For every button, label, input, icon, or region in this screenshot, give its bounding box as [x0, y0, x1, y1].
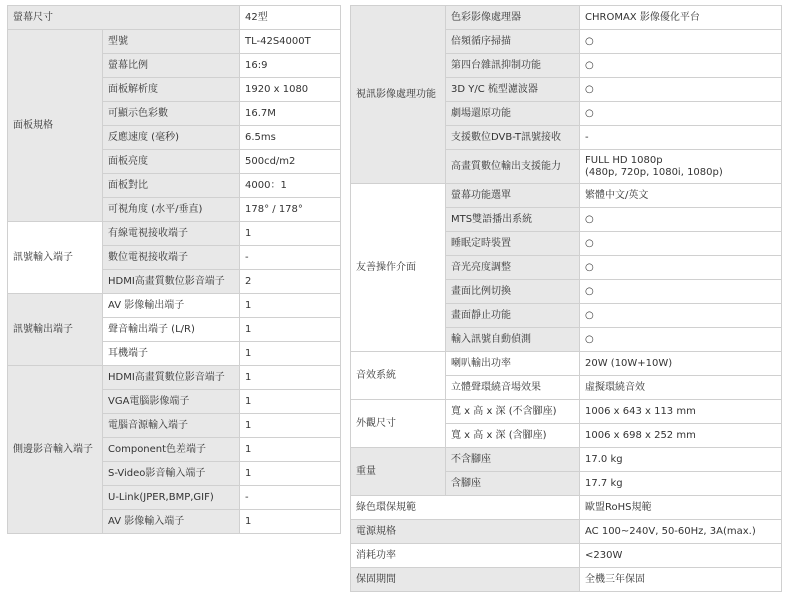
row-value: AC 100~240V, 50-60Hz, 3A(max.) [580, 520, 782, 544]
group-label: 訊號輸出端子 [8, 294, 103, 366]
group-label: 重量 [351, 448, 446, 496]
row-value: CHROMAX 影像優化平台 [580, 6, 782, 30]
row-value: - [240, 246, 341, 270]
row-value: 1006 x 698 x 252 mm [580, 424, 782, 448]
row-value: 1 [240, 462, 341, 486]
row-label: 可顯示色彩數 [103, 102, 240, 126]
table-row [351, 448, 782, 472]
group-label: 友善操作介面 [351, 184, 446, 352]
row-value [580, 150, 782, 184]
row-value: 1006 x 643 x 113 mm [580, 400, 782, 424]
row-label: 劇場還原功能 [446, 102, 580, 126]
row-value: - [240, 486, 341, 510]
row-value: ○ [580, 208, 782, 232]
row-label: 音光亮度調整 [446, 256, 580, 280]
row-label: 不含腳座 [446, 448, 580, 472]
table-row [8, 30, 341, 54]
row-value-line: (480p, 720p, 1080i, 1080p) [585, 166, 723, 178]
table-row [351, 544, 782, 568]
row-value: 20W (10W+10W) [580, 352, 782, 376]
row-value: ○ [580, 54, 782, 78]
row-label: 寬 x 高 x 深 (含腳座) [446, 424, 580, 448]
row-label: 聲音輸出端子 (L/R) [103, 318, 240, 342]
row-label: AV 影像輸出端子 [103, 294, 240, 318]
row-label: 畫面靜止功能 [446, 304, 580, 328]
row-label: 輸入訊號自動偵測 [446, 328, 580, 352]
group-label: 訊號輸入端子 [8, 222, 103, 294]
row-label: 電腦音源輸入端子 [103, 414, 240, 438]
group-label: 面板規格 [8, 30, 103, 222]
row-label: 電源規格 [351, 520, 580, 544]
row-label: 3D Y/C 梳型濾波器 [446, 78, 580, 102]
row-label: 含腳座 [446, 472, 580, 496]
row-label: 螢幕功能選單 [446, 184, 580, 208]
table-row [351, 184, 782, 208]
row-value: TL-42S4000T [240, 30, 341, 54]
row-label: 立體聲環繞音場效果 [446, 376, 580, 400]
row-value: 1 [240, 294, 341, 318]
row-label: 支援數位DVB-T訊號接收 [446, 126, 580, 150]
row-label: 綠色環保規範 [351, 496, 580, 520]
row-value: 2 [240, 270, 341, 294]
row-value: ○ [580, 304, 782, 328]
row-value: 16.7M [240, 102, 341, 126]
row-label: 螢幕尺寸 [8, 6, 240, 30]
row-value: 1920 x 1080 [240, 78, 341, 102]
row-label: Component色差端子 [103, 438, 240, 462]
row-label: 消耗功率 [351, 544, 580, 568]
row-label: 面板解析度 [103, 78, 240, 102]
spec-table-left [7, 5, 341, 534]
row-value: ○ [580, 232, 782, 256]
row-label: 喇叭輸出功率 [446, 352, 580, 376]
row-label: 色彩影像處理器 [446, 6, 580, 30]
row-value: 繁體中文/英文 [580, 184, 782, 208]
group-label: 視訊影像處理功能 [351, 6, 446, 184]
group-label: 音效系統 [351, 352, 446, 400]
row-value: 16:9 [240, 54, 341, 78]
row-label: 保固期間 [351, 568, 580, 592]
table-row [351, 568, 782, 592]
row-label: 耳機端子 [103, 342, 240, 366]
group-label: 側邊影音輸入端子 [8, 366, 103, 534]
row-value: 1 [240, 438, 341, 462]
row-value: <230W [580, 544, 782, 568]
table-row [351, 496, 782, 520]
table-row [8, 366, 341, 390]
row-label: 數位電視接收端子 [103, 246, 240, 270]
row-value: 1 [240, 222, 341, 246]
table-row [351, 520, 782, 544]
table-row [8, 222, 341, 246]
row-value: 17.7 kg [580, 472, 782, 496]
row-value: ○ [580, 102, 782, 126]
row-label: 反應速度 (毫秒) [103, 126, 240, 150]
row-value: ○ [580, 30, 782, 54]
row-label: 型號 [103, 30, 240, 54]
row-value: 虛擬環繞音效 [580, 376, 782, 400]
row-value-line: FULL HD 1080p [585, 154, 663, 166]
row-label: U-Link(JPER,BMP,GIF) [103, 486, 240, 510]
table-row [351, 6, 782, 30]
row-label: 面板對比 [103, 174, 240, 198]
row-label: MTS雙語播出系統 [446, 208, 580, 232]
row-value: 1 [240, 510, 341, 534]
row-value: 6.5ms [240, 126, 341, 150]
row-value: 全機三年保固 [580, 568, 782, 592]
row-label: 有線電視接收端子 [103, 222, 240, 246]
row-label: S-Video影音輸入端子 [103, 462, 240, 486]
row-label: HDMI高畫質數位影音端子 [103, 366, 240, 390]
group-label: 外觀尺寸 [351, 400, 446, 448]
row-value: 歐盟RoHS規範 [580, 496, 782, 520]
row-label: 可視角度 (水平/垂直) [103, 198, 240, 222]
row-label: 螢幕比例 [103, 54, 240, 78]
row-label: 寬 x 高 x 深 (不含腳座) [446, 400, 580, 424]
row-label: 畫面比例切換 [446, 280, 580, 304]
table-row [8, 6, 341, 30]
row-value: ○ [580, 78, 782, 102]
table-row [8, 294, 341, 318]
row-value: 1 [240, 366, 341, 390]
table-row [351, 352, 782, 376]
row-value: 1 [240, 414, 341, 438]
row-value: - [580, 126, 782, 150]
row-label: HDMI高畫質數位影音端子 [103, 270, 240, 294]
row-value: 1 [240, 390, 341, 414]
row-value: 1 [240, 342, 341, 366]
row-label: 倍頻循序掃描 [446, 30, 580, 54]
row-value: 178° / 178° [240, 198, 341, 222]
row-value: 42型 [240, 6, 341, 30]
row-label: VGA電腦影像端子 [103, 390, 240, 414]
row-value: ○ [580, 256, 782, 280]
row-label: 睡眠定時裝置 [446, 232, 580, 256]
spec-table-right [350, 5, 782, 592]
row-value: 500cd/m2 [240, 150, 341, 174]
row-label: AV 影像輸入端子 [103, 510, 240, 534]
row-value: ○ [580, 328, 782, 352]
row-value: 1 [240, 318, 341, 342]
row-value: ○ [580, 280, 782, 304]
row-label: 高畫質數位輸出支援能力 [446, 150, 580, 184]
row-value: 4000：1 [240, 174, 341, 198]
row-value: 17.0 kg [580, 448, 782, 472]
row-label: 面板亮度 [103, 150, 240, 174]
row-label: 第四台雜訊抑制功能 [446, 54, 580, 78]
table-row [351, 400, 782, 424]
